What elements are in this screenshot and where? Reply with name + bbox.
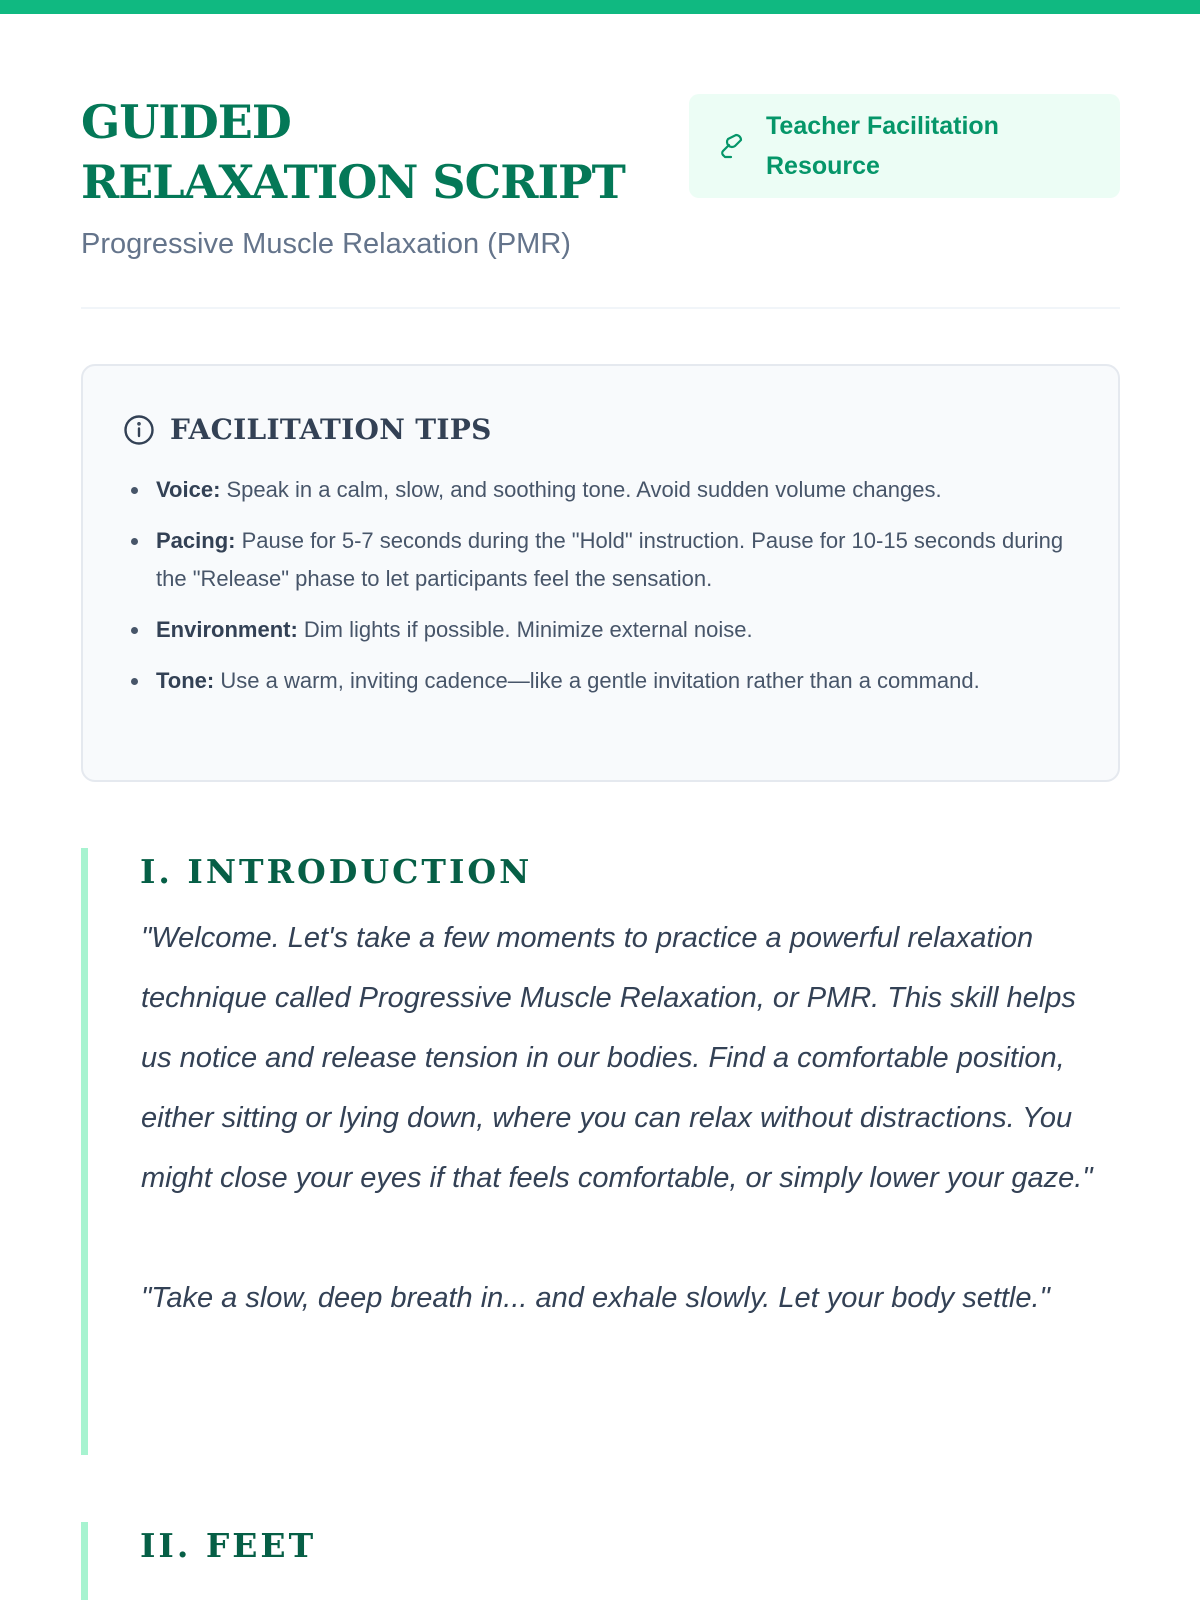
tip-label: Pacing:: [156, 528, 236, 553]
section-heading: I. INTRODUCTION: [140, 852, 533, 891]
tips-list: [83, 471, 1083, 713]
document-header: [81, 92, 1120, 272]
tips-heading: FACILITATION TIPS: [170, 413, 492, 446]
tip-tone: [83, 662, 1083, 700]
tip-text: Dim lights if possible. Minimize external noise.: [297, 617, 753, 642]
script-paragraph: "Take a slow, deep breath in... and exhale slowly. Let your body settle.": [141, 1282, 1050, 1314]
microphone-icon: [719, 132, 745, 162]
tip-label: Tone:: [156, 668, 215, 693]
section-heading: II. FEET: [140, 1526, 317, 1565]
tip-label: Voice:: [156, 477, 221, 502]
section-introduction: [81, 848, 1120, 1455]
page-subtitle: Progressive Muscle Relaxation (PMR): [81, 228, 571, 260]
tip-text: Speak in a calm, slow, and soothing tone. Avoid sudden volume changes.: [220, 477, 942, 502]
tip-voice: [83, 471, 1083, 509]
tip-environment: [83, 611, 1083, 649]
info-circle-icon: [123, 414, 155, 446]
tip-text: Use a warm, inviting cadence—like a gentle invitation rather than a command.: [214, 668, 980, 693]
section-body: [141, 908, 1101, 1328]
script-paragraph: "Welcome. Let's take a few moments to practice a powerful relaxation technique called Progressive Muscle Relaxation, or PMR. This skill helps us notice and release tension in our bodies. Find a comfortable position, either sitting or lying down, where you can relax without distractions. You might close your eyes if that feels comfortable, or simply lower your gaze.": [141, 922, 1093, 1194]
tip-pacing: [83, 522, 1083, 598]
page-title: GUIDED RELAXATION SCRIPT: [81, 95, 625, 209]
header-divider: [81, 307, 1120, 309]
resource-badge: [689, 94, 1120, 198]
section-feet: [81, 1522, 1120, 1600]
badge-label: Teacher Facilitation Resource: [766, 112, 999, 180]
top-accent-bar: [0, 0, 1200, 14]
tip-label: Environment:: [156, 617, 298, 642]
tip-text: Pause for 5-7 seconds during the "Hold" instruction. Pause for 10-15 seconds during the "Release" phase to let participants feel the sensation.: [156, 528, 1064, 591]
facilitation-tips-box: [81, 364, 1120, 782]
